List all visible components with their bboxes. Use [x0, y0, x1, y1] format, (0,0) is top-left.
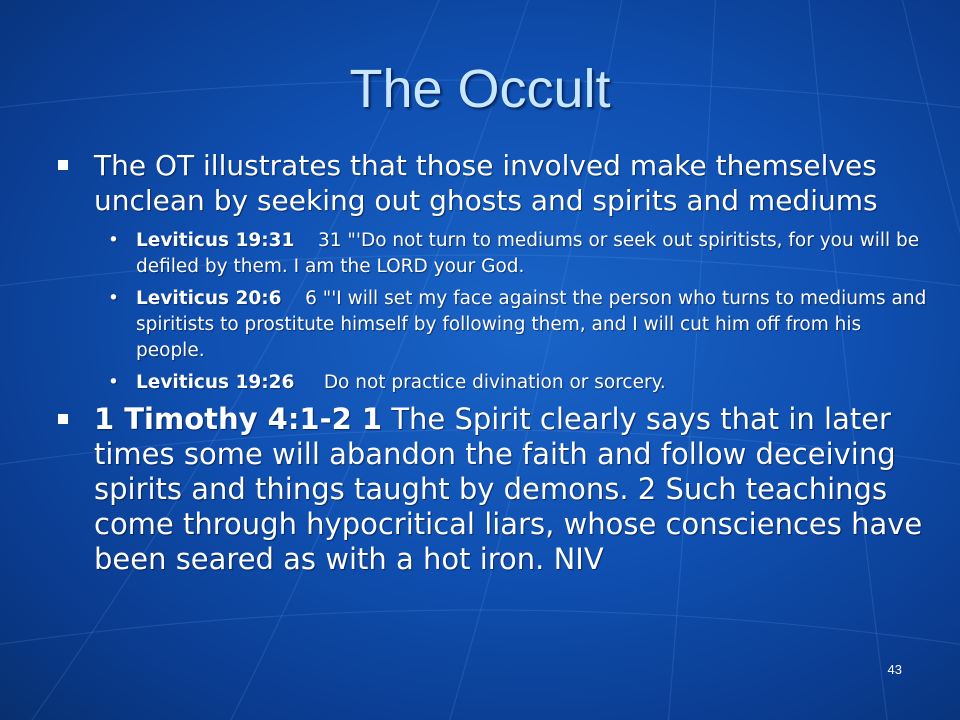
dot-bullet-icon: • [108, 230, 119, 251]
page-number: 43 [887, 662, 902, 677]
slide-content [58, 148, 928, 577]
bullet-text: The OT illustrates that those involved make themselves unclean by seeking out ghosts and spirits and mediums [94, 149, 878, 217]
slide-title: The Occult [349, 59, 611, 119]
scripture-text: 31 "'Do not turn to mediums or seek out spiritists, for you will be defiled by them. I am the LORD your God. [136, 230, 920, 277]
square-bullet-icon [58, 160, 68, 170]
bullet-text [94, 402, 928, 577]
list-item-leviticus-20-6 [58, 286, 928, 364]
bullet-1-timothy [58, 402, 928, 577]
scripture-ref: 1 Timothy 4:1-2 1 [94, 402, 383, 436]
list-item-leviticus-19-31 [58, 228, 928, 280]
scripture-ref: Leviticus 19:26 [136, 372, 295, 393]
list-item-leviticus-19-26 [58, 370, 928, 396]
square-bullet-icon [58, 414, 68, 424]
scripture-text: Do not practice divination or sorcery. [323, 372, 666, 393]
scripture-text: The Spirit clearly says that in later times some will abandon the faith and follow deceiving spirits and things taught by demons. 2 Such teachings come through hypocritical liars, whose consciences have been seared as with a hot iron. NIV [94, 402, 923, 576]
dot-bullet-icon: • [108, 372, 119, 393]
scripture-text: 6 "'I will set my face against the person who turns to mediums and spiritists to prostitute himself by following them, and I will cut him off from his people. [136, 288, 927, 361]
dot-bullet-icon: • [108, 288, 119, 309]
scripture-ref: Leviticus 20:6 [136, 288, 282, 309]
bullet-ot-illustrates [58, 148, 928, 218]
scripture-ref: Leviticus 19:31 [136, 230, 295, 251]
scripture-list [58, 228, 928, 396]
